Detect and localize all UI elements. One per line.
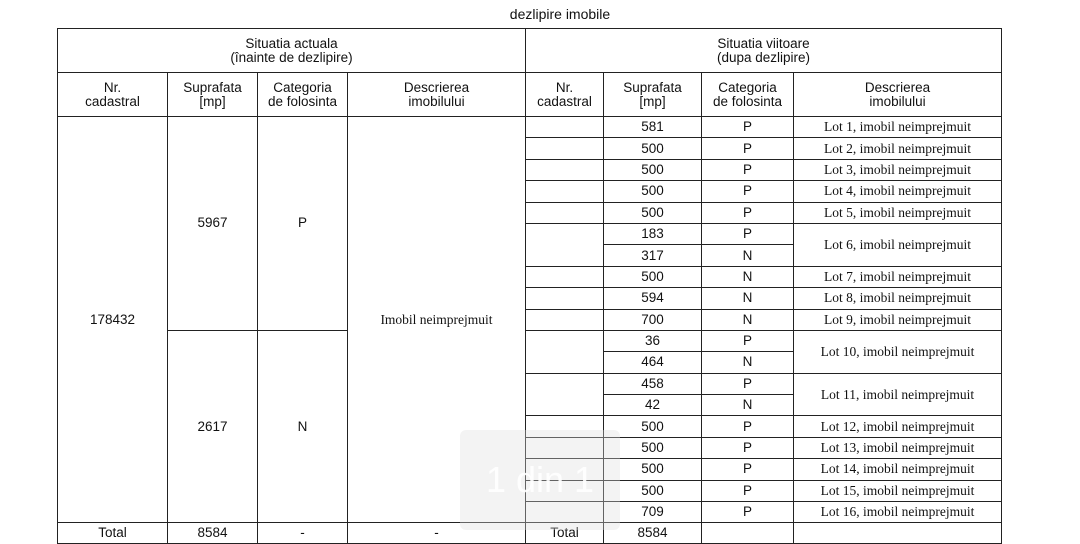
future-col-nr-cadastral: Nr. cadastral [526, 73, 604, 117]
future-lot-description: Lot 2, imobil neimprejmuit [794, 138, 1002, 159]
future-suprafata: 709 [604, 502, 702, 523]
future-suprafata: 500 [604, 202, 702, 223]
future-col-categoria: Categoria de folosinta [702, 73, 794, 117]
future-suprafata: 581 [604, 117, 702, 138]
future-lot-description: Lot 3, imobil neimprejmuit [794, 159, 1002, 180]
future-suprafata: 458 [604, 373, 702, 394]
future-lot-description: Lot 1, imobil neimprejmuit [794, 117, 1002, 138]
future-col-descriere: Descrierea imobilului [794, 73, 1002, 117]
future-suprafata: 500 [604, 138, 702, 159]
future-suprafata: 500 [604, 480, 702, 501]
future-categoria: P [702, 480, 794, 501]
current-suprafata-2: 2617 [168, 330, 258, 523]
future-nr-cadastral [526, 138, 604, 159]
future-categoria: N [702, 309, 794, 330]
future-suprafata: 317 [604, 245, 702, 266]
future-categoria: P [702, 437, 794, 458]
future-lot-description: Lot 15, imobil neimprejmuit [794, 480, 1002, 501]
future-lot-description: Lot 9, imobil neimprejmuit [794, 309, 1002, 330]
future-lot-description: Lot 6, imobil neimprejmuit [794, 223, 1002, 266]
current-col-categoria: Categoria de folosinta [258, 73, 348, 117]
total-descriere-current: - [348, 523, 526, 544]
future-suprafata: 500 [604, 181, 702, 202]
future-nr-cadastral [526, 373, 604, 416]
future-col-suprafata: Suprafata [mp] [604, 73, 702, 117]
future-lot-description: Lot 10, imobil neimprejmuit [794, 330, 1002, 373]
future-lot-description: Lot 12, imobil neimprejmuit [794, 416, 1002, 437]
future-suprafata: 42 [604, 395, 702, 416]
future-suprafata: 500 [604, 416, 702, 437]
future-nr-cadastral [526, 330, 604, 373]
future-categoria: P [702, 330, 794, 351]
future-categoria: P [702, 181, 794, 202]
future-categoria: N [702, 395, 794, 416]
future-categoria: P [702, 117, 794, 138]
future-categoria: P [702, 373, 794, 394]
future-lot-description: Lot 5, imobil neimprejmuit [794, 202, 1002, 223]
future-suprafata: 36 [604, 330, 702, 351]
current-situation-heading: Situatia actuala (înainte de dezlipire) [58, 29, 526, 73]
future-suprafata: 594 [604, 288, 702, 309]
future-nr-cadastral [526, 181, 604, 202]
future-categoria: P [702, 159, 794, 180]
current-suprafata-1: 5967 [168, 117, 258, 331]
future-categoria: N [702, 245, 794, 266]
total-label-current: Total [58, 523, 168, 544]
future-situation-heading: Situatia viitoare (dupa dezlipire) [526, 29, 1002, 73]
future-nr-cadastral [526, 288, 604, 309]
total-label-future: Total [526, 523, 604, 544]
page-indicator-watermark: 1 din 1 [460, 430, 620, 530]
future-categoria: P [702, 138, 794, 159]
total-descriere-future [794, 523, 1002, 544]
current-descriere: Imobil neimprejmuit [348, 117, 526, 523]
future-suprafata: 700 [604, 309, 702, 330]
future-categoria: P [702, 202, 794, 223]
future-suprafata: 464 [604, 352, 702, 373]
future-nr-cadastral [526, 202, 604, 223]
current-col-descriere: Descrierea imobilului [348, 73, 526, 117]
future-nr-cadastral [526, 117, 604, 138]
future-nr-cadastral [526, 266, 604, 287]
future-lot-description: Lot 7, imobil neimprejmuit [794, 266, 1002, 287]
future-suprafata: 183 [604, 223, 702, 244]
future-lot-description: Lot 11, imobil neimprejmuit [794, 373, 1002, 416]
future-suprafata: 500 [604, 459, 702, 480]
current-categoria-1: P [258, 117, 348, 331]
future-categoria: P [702, 416, 794, 437]
future-suprafata: 500 [604, 437, 702, 458]
total-categoria-current: - [258, 523, 348, 544]
future-categoria: N [702, 352, 794, 373]
future-nr-cadastral [526, 159, 604, 180]
current-col-suprafata: Suprafata [mp] [168, 73, 258, 117]
future-categoria: N [702, 266, 794, 287]
future-nr-cadastral [526, 223, 604, 266]
future-lot-description: Lot 8, imobil neimprejmuit [794, 288, 1002, 309]
future-nr-cadastral [526, 309, 604, 330]
current-nr-cadastral: 178432 [58, 117, 168, 523]
total-categoria-future [702, 523, 794, 544]
table-row [58, 330, 1002, 351]
future-lot-description: Lot 14, imobil neimprejmuit [794, 459, 1002, 480]
table-row [58, 117, 1002, 138]
document-title: dezlipire imobile [509, 6, 611, 22]
future-categoria: P [702, 459, 794, 480]
future-categoria: P [702, 502, 794, 523]
future-lot-description: Lot 16, imobil neimprejmuit [794, 502, 1002, 523]
future-lot-description: Lot 4, imobil neimprejmuit [794, 181, 1002, 202]
future-suprafata: 500 [604, 266, 702, 287]
future-lot-description: Lot 13, imobil neimprejmuit [794, 437, 1002, 458]
total-suprafata-future: 8584 [604, 523, 702, 544]
future-categoria: N [702, 288, 794, 309]
total-suprafata-current: 8584 [168, 523, 258, 544]
future-suprafata: 500 [604, 159, 702, 180]
current-col-nr-cadastral: Nr. cadastral [58, 73, 168, 117]
future-categoria: P [702, 223, 794, 244]
current-categoria-2: N [258, 330, 348, 523]
